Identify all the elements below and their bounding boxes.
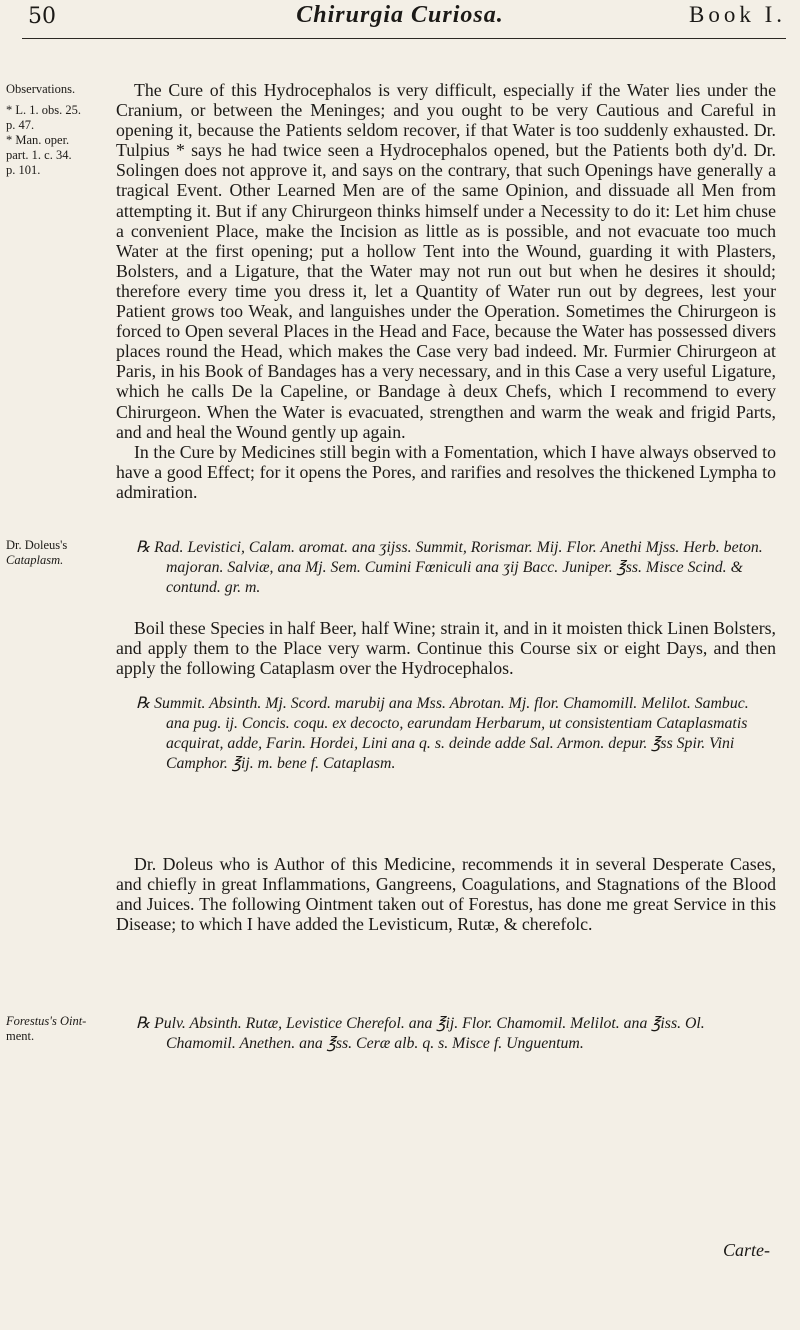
- margin-line: p. 47.: [6, 118, 35, 132]
- page-header: [0, 0, 800, 42]
- recipe-ointment: [136, 1014, 776, 1054]
- margin-line: * Man. oper.: [6, 133, 70, 147]
- margin-line: part. 1. c. 34.: [6, 148, 72, 162]
- margin-line: * L. 1. obs. 25.: [6, 103, 81, 117]
- margin-note-observations: [6, 82, 110, 178]
- paragraph-boil-species: Boil these Species in half Beer, half Wine; strain it, and in it moisten thick Linen Bolsters, and apply them to the Place very warm. Continue this Course six or eight Days, and then apply the following Cataplasm over the Hydrocephalos.: [116, 618, 776, 679]
- margin-line: p. 101.: [6, 163, 41, 177]
- recipe-fomentation: [136, 538, 776, 598]
- main-text-block-3: [116, 854, 776, 934]
- page-number: 50: [28, 4, 56, 29]
- margin-line: ment.: [6, 1029, 35, 1043]
- main-text-block-1: [116, 80, 776, 502]
- margin-note-forestus: [6, 1014, 110, 1044]
- paragraph-doleus-medicine: Dr. Doleus who is Author of this Medicine, recommends it in several Desperate Cases, and chiefly in great Inflammations, Gangreens, Coagulations, and Stagnations of the Blood and Juices. The following Ointment taken out of Forestus, has done me great Service in this Disease; to which I have added the Levisticum, Rutæ, & cherefolc.: [116, 854, 776, 935]
- margin-line: Observations.: [6, 82, 76, 96]
- recipe-cataplasm: [136, 694, 776, 774]
- paragraph-hydrocephalos-cure: The Cure of this Hydrocephalos is very difficult, especially if the Water lies under the Cranium, or between the Meninges; and you ought to be very Cautious and Careful in opening it, because the Patients seldom recover, if that Water is too suddenly exhausted. Dr. Tulpius * says he had twice seen a Hydrocephalos opened, but the Patients both dy'd. Dr. Solingen does not approve it, and says on the contrary, that such Openings have generally a tragical Event. Other Learned Men are of the same Opinion, and dissuade all Men from attempting it. But if any Chirurgeon thinks himself under a Necessity to do it: Let him chuse a convenient Place, make the Incision as little as is possible, and not evacuate too much Water at the first opening; put a hollow Tent into the Wound, guarding it with Plasters, Bolsters, and a Ligature, that the Water may not run out but when he desires it should; therefore every time you dress it, let a Quantity of Water run out by degrees, lest your Patient grows too Weak, and languishes under the Operation. Sometimes the Chirurgeon is forced to Open several Places in the Head and Face, because the Water has possessed divers places round the Head, which makes the Case very bad indeed. Mr. Furmier Chirurgeon at Paris, in his Book of Bandages has a very necessary, and in this Case a very useful Ligature, which he calls De la Capeline, or Bandage à deux Chefs, which I recommend to every Chirurgeon. When the Water is evacuated, strengthen and warm the weak and frigid Parts, and and heal the Wound gently up again.: [116, 80, 776, 442]
- recipe-text: ℞ Rad. Levistici, Calam. aromat. ana ʒijss. Summit, Rorismar. Mij. Flor. Anethi Mjss. Herb. beton. majoran. Salviæ, ana Mj. Sem. Cumini Fœniculi ana ʒij Bacc. Juniper. ℥ss. Misce Scind. & contund. gr. m.: [136, 539, 763, 596]
- margin-line: Dr. Doleus's: [6, 538, 68, 552]
- recipe-text: ℞ Pulv. Absinth. Rutæ, Levistice Cherefol. ana ℥ij. Flor. Chamomil. Melilot. ana ℥iss. Ol. Chamomil. Anethen. ana ℥ss. Ceræ alb. q. s. Misce f. Unguentum.: [136, 1015, 705, 1052]
- catchword: Carte-: [723, 1240, 770, 1260]
- header-rule: [22, 38, 786, 39]
- margin-note-doleus: [6, 538, 110, 568]
- running-title: Chirurgia Curiosa.: [296, 2, 504, 28]
- recipe-text: ℞ Summit. Absinth. Mj. Scord. marubij ana Mss. Abrotan. Mj. flor. Chamomill. Melilot. Sambuc. ana pug. ij. Concis. coqu. ex decocto, earundam Herbarum, ut consistentiam Cataplasmatis acquirat, adde, Farin. Hordei, Lini ana q. s. deinde adde Sal. Armon. depur. ℥ss Spir. Vini Camphor. ℥ij. m. bene f. Cataplasm.: [136, 695, 749, 772]
- book-label: Book I.: [689, 2, 786, 27]
- margin-line: Cataplasm.: [6, 553, 64, 567]
- paragraph-fomentation: In the Cure by Medicines still begin with a Fomentation, which I have always observed to have a good Effect; for it opens the Pores, and rarifies and resolves the thickened Lympha to admiration.: [116, 441, 776, 502]
- margin-line: Forestus's Oint-: [6, 1014, 87, 1028]
- main-text-block-2: [116, 618, 776, 678]
